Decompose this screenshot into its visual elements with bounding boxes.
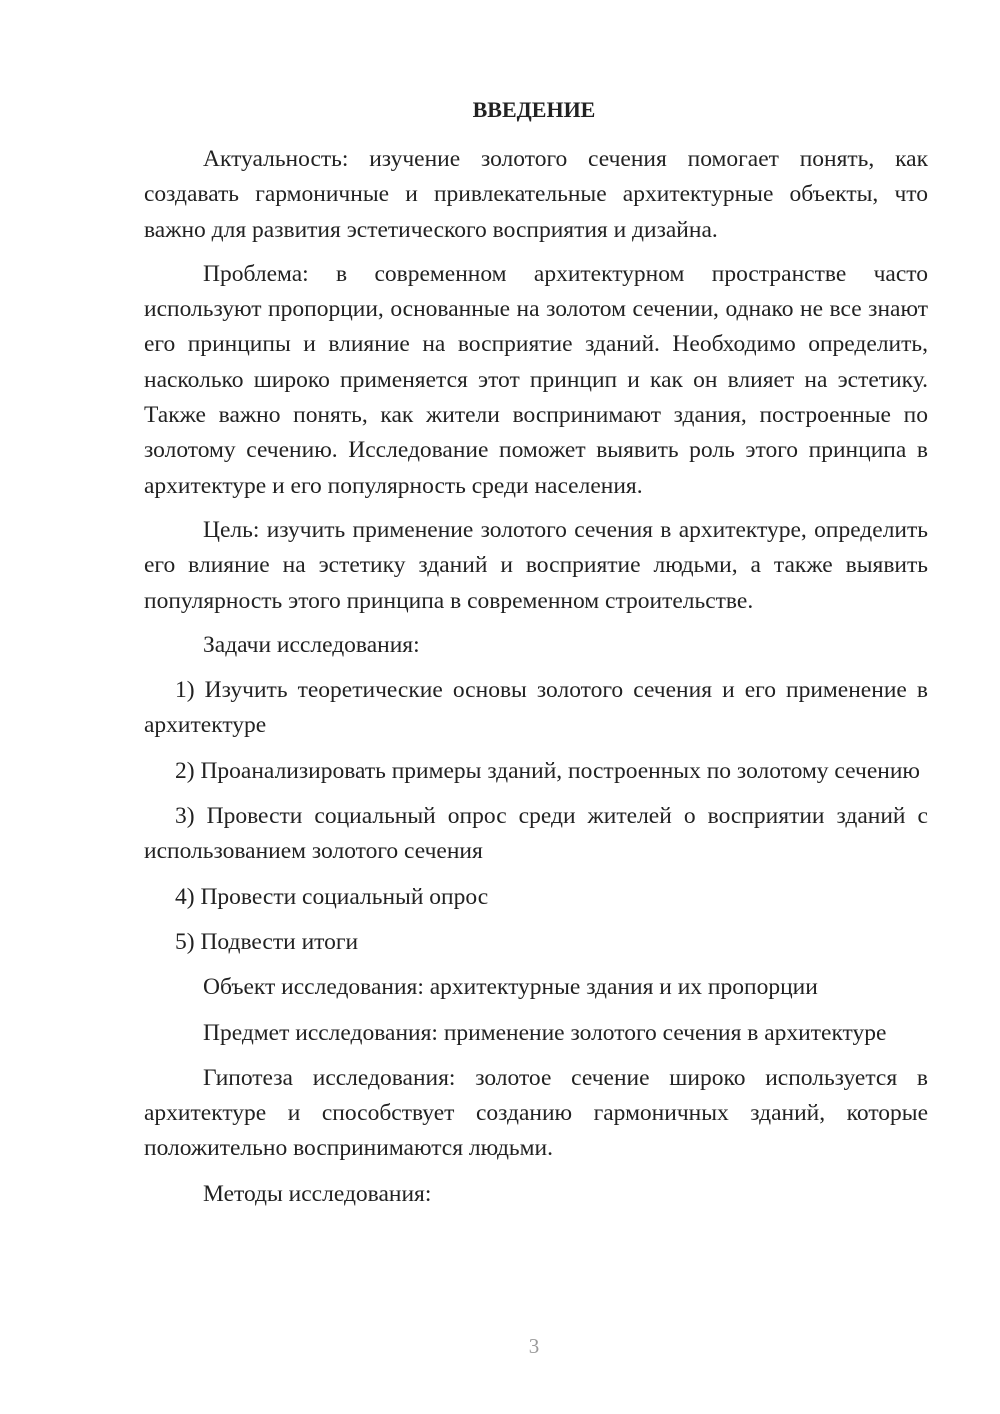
research-subject: Предмет исследования: применение золотого сечения в архитектуре (203, 1019, 887, 1046)
document-body (144, 142, 928, 1212)
task-item-1: 1) Изучить теоретические основы золотого сечения и его применение в архитектуре (144, 677, 928, 739)
task-item-4: 4) Провести социальный опрос (175, 883, 489, 910)
research-methods: Методы исследования: (203, 1180, 432, 1207)
page-number: 3 (528, 1334, 540, 1358)
problem-paragraph: Проблема: в современном архитектурном пространстве часто используют пропорции, основанные на золотом сечении, однако не все знают его принципы и влияние на восприятие зданий. Необходимо определить, насколько широко применяется этот принцип и как он влияет на эстетику. Также важно понять, как жители воспринимают здания, построенные по золотому сечению. Исследование поможет выявить роль этого принципа в архитектуре и его популярность среди населения. (144, 260, 928, 499)
relevance-paragraph: Актуальность: изучение золотого сечения помогает понять, как создавать гармоничные и привлекательные архитектурные объекты, что важно для развития эстетического восприятия и дизайна. (144, 146, 928, 243)
research-object: Объект исследования: архитектурные здания и их пропорции (203, 974, 818, 1001)
task-item-3: 3) Провести социальный опрос среди жителей о восприятии зданий с использованием золотого сечения (144, 803, 928, 865)
goal-paragraph: Цель: изучить применение золотого сечения в архитектуре, определить его влияние на эстетику зданий и восприятие людьми, а также выявить популярность этого принципа в современном строительстве. (144, 516, 928, 614)
page-heading: ВВЕДЕНИЕ (472, 97, 596, 122)
task-item-2: 2) Проанализировать примеры зданий, построенных по золотому сечению (175, 757, 920, 784)
task-item-5: 5) Подвести итоги (175, 928, 359, 955)
research-hypothesis: Гипотеза исследования: золотое сечение широко используется в архитектуре и способствует созданию гармоничных зданий, которые положительно воспринимаются людьми. (144, 1064, 928, 1162)
tasks-intro: Задачи исследования: (203, 631, 420, 658)
